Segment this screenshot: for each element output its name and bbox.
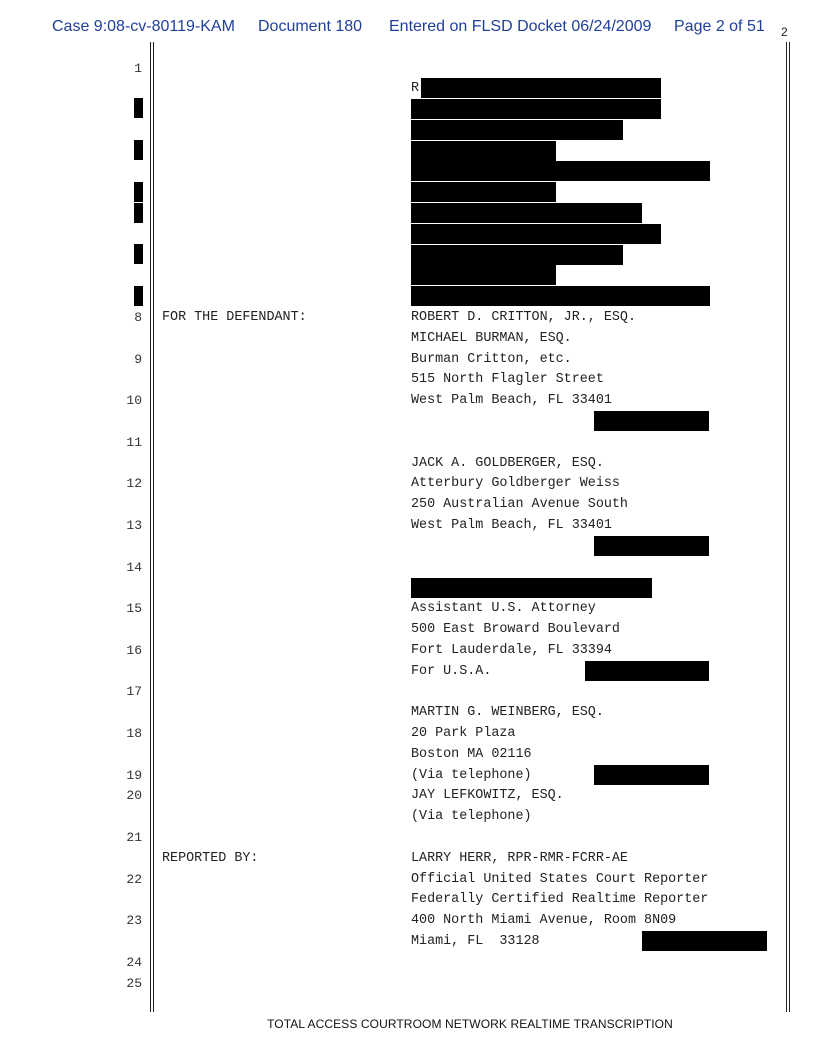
redaction-block bbox=[411, 141, 556, 161]
redaction-mark bbox=[134, 286, 143, 306]
redaction-block bbox=[411, 245, 623, 265]
firm-name: Atterbury Goldberger Weiss bbox=[411, 476, 620, 491]
appearance-note: (Via telephone) bbox=[411, 768, 532, 783]
redaction-mark bbox=[134, 203, 143, 223]
reporter-name: LARRY HERR, RPR-RMR-FCRR-AE bbox=[411, 851, 628, 866]
line-number: 9 bbox=[134, 352, 142, 367]
address-city: Boston MA 02116 bbox=[411, 747, 532, 762]
right-margin-line-2 bbox=[789, 42, 790, 1012]
case-number: Case 9:08-cv-80119-KAM bbox=[52, 18, 235, 35]
address-line: 515 North Flagler Street bbox=[411, 372, 604, 387]
redaction-mark bbox=[134, 140, 143, 160]
address-line: 250 Australian Avenue South bbox=[411, 497, 628, 512]
redaction-block bbox=[411, 578, 652, 598]
line-number: 16 bbox=[126, 643, 142, 658]
attorney-name: JACK A. GOLDBERGER, ESQ. bbox=[411, 456, 604, 471]
line-number: 12 bbox=[126, 476, 142, 491]
partial-visible-text: R bbox=[411, 81, 420, 96]
line-number: 18 bbox=[126, 726, 142, 741]
line-number: 25 bbox=[126, 976, 142, 991]
line-number: 15 bbox=[126, 601, 142, 616]
attorney-title: Assistant U.S. Attorney bbox=[411, 601, 596, 616]
redaction-mark bbox=[134, 182, 143, 202]
defendant-label: FOR THE DEFENDANT: bbox=[162, 310, 307, 325]
attorney-name: ROBERT D. CRITTON, JR., ESQ. bbox=[411, 310, 636, 325]
page-indicator: Page 2 of 51 bbox=[674, 18, 765, 35]
line-number: 8 bbox=[134, 310, 142, 325]
address-line: 400 North Miami Avenue, Room 8N09 bbox=[411, 913, 677, 928]
line-number: 17 bbox=[126, 684, 142, 699]
redaction-block bbox=[411, 161, 710, 181]
redaction-block bbox=[411, 286, 710, 306]
redaction-mark bbox=[134, 98, 143, 118]
address-city: Fort Lauderdale, FL 33394 bbox=[411, 643, 612, 658]
line-number: 11 bbox=[126, 435, 142, 450]
left-margin-line-2 bbox=[153, 42, 154, 1012]
document-number: Document 180 bbox=[258, 18, 363, 35]
line-number: 14 bbox=[126, 560, 142, 575]
redaction-block bbox=[594, 411, 709, 431]
attorney-name: MICHAEL BURMAN, ESQ. bbox=[411, 331, 572, 346]
redaction-block bbox=[585, 661, 709, 681]
transcript-page-number: 2 bbox=[781, 25, 788, 39]
address-city: West Palm Beach, FL 33401 bbox=[411, 518, 612, 533]
address-line: 500 East Broward Boulevard bbox=[411, 622, 620, 637]
redaction-block bbox=[411, 182, 556, 202]
line-number: 24 bbox=[126, 955, 142, 970]
line-number: 13 bbox=[126, 518, 142, 533]
redaction-block bbox=[411, 120, 623, 140]
page-footer: TOTAL ACCESS COURTROOM NETWORK REALTIME TRANSCRIPTION bbox=[267, 1017, 673, 1031]
line-number: 20 bbox=[126, 788, 142, 803]
redaction-block bbox=[642, 931, 767, 951]
appearance-note: (Via telephone) bbox=[411, 809, 532, 824]
redaction-block bbox=[411, 99, 661, 119]
redaction-block bbox=[411, 203, 642, 223]
redaction-block bbox=[594, 765, 709, 785]
redaction-mark bbox=[134, 244, 143, 264]
redaction-block bbox=[411, 265, 556, 285]
party-represented: For U.S.A. bbox=[411, 664, 492, 679]
firm-name: Burman Critton, etc. bbox=[411, 352, 572, 367]
line-number: 23 bbox=[126, 913, 142, 928]
attorney-name: JAY LEFKOWITZ, ESQ. bbox=[411, 788, 564, 803]
reported-by-label: REPORTED BY: bbox=[162, 851, 259, 866]
redaction-block bbox=[421, 78, 661, 98]
left-margin-line-1 bbox=[150, 42, 151, 1012]
line-number: 10 bbox=[126, 393, 142, 408]
redaction-block bbox=[411, 224, 661, 244]
address-city: Miami, FL 33128 bbox=[411, 934, 540, 949]
reporter-title: Official United States Court Reporter bbox=[411, 872, 709, 887]
redaction-block bbox=[594, 536, 709, 556]
reporter-title: Federally Certified Realtime Reporter bbox=[411, 892, 709, 907]
docket-entry: Entered on FLSD Docket 06/24/2009 bbox=[389, 18, 652, 35]
address-line: 20 Park Plaza bbox=[411, 726, 516, 741]
line-number: 22 bbox=[126, 872, 142, 887]
line-number: 19 bbox=[126, 768, 142, 783]
attorney-name: MARTIN G. WEINBERG, ESQ. bbox=[411, 705, 604, 720]
right-margin-line-1 bbox=[786, 42, 787, 1012]
address-city: West Palm Beach, FL 33401 bbox=[411, 393, 612, 408]
line-number: 1 bbox=[134, 61, 142, 76]
line-number: 21 bbox=[126, 830, 142, 845]
